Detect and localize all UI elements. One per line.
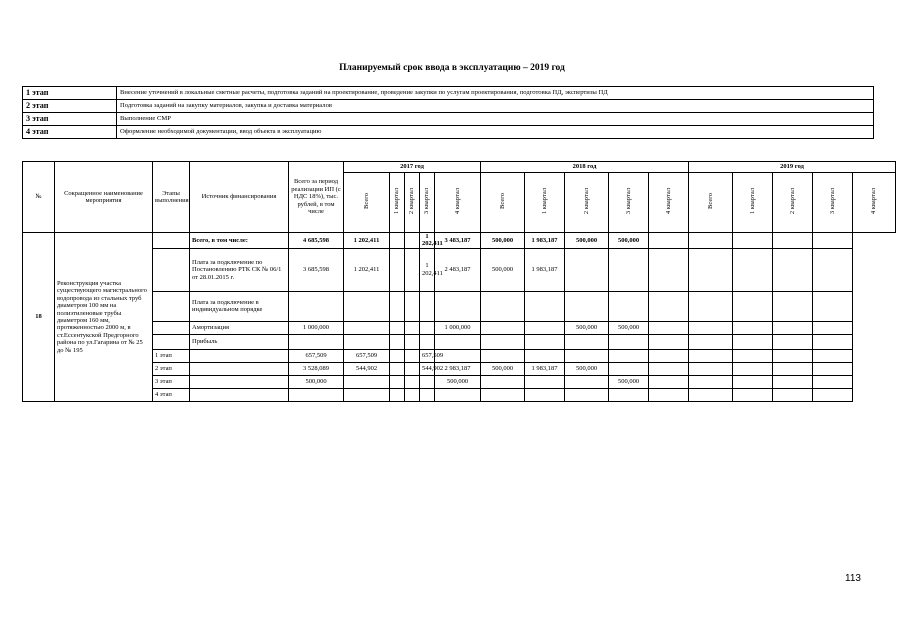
value-cell bbox=[390, 233, 405, 249]
value-cell bbox=[405, 233, 420, 249]
value-cell: 657,509 bbox=[420, 349, 435, 362]
value-cell bbox=[733, 349, 773, 362]
value-cell bbox=[813, 291, 853, 321]
value-cell bbox=[420, 291, 435, 321]
value-cell: 500,000 bbox=[481, 233, 525, 249]
value-cell bbox=[289, 388, 344, 401]
value-cell bbox=[405, 321, 420, 334]
value-cell bbox=[390, 334, 405, 349]
value-cell bbox=[649, 321, 689, 334]
source-cell: Амортизация bbox=[190, 321, 289, 334]
value-cell bbox=[649, 349, 689, 362]
value-cell: 3 685,598 bbox=[289, 248, 344, 291]
value-cell bbox=[649, 362, 689, 375]
value-cell bbox=[420, 334, 435, 349]
table-row bbox=[23, 321, 896, 334]
value-cell bbox=[525, 321, 565, 334]
value-cell bbox=[813, 248, 853, 291]
stage-description: Выполнение СМР bbox=[117, 113, 874, 126]
value-cell bbox=[344, 291, 390, 321]
source-cell: Прибыль bbox=[190, 334, 289, 349]
value-cell bbox=[390, 362, 405, 375]
value-cell bbox=[733, 321, 773, 334]
value-cell: 500,000 bbox=[609, 233, 649, 249]
value-cell: 657,509 bbox=[289, 349, 344, 362]
value-cell bbox=[525, 375, 565, 388]
source-cell bbox=[190, 388, 289, 401]
value-cell bbox=[649, 233, 689, 249]
value-cell bbox=[420, 388, 435, 401]
value-cell: 500,000 bbox=[481, 362, 525, 375]
value-cell bbox=[689, 233, 733, 249]
table-row bbox=[23, 248, 896, 291]
value-cell bbox=[481, 388, 525, 401]
subheader-cell: 4 квартал bbox=[853, 173, 896, 233]
value-cell bbox=[344, 388, 390, 401]
value-cell: 1 202,411 bbox=[420, 233, 435, 249]
table-row bbox=[23, 349, 896, 362]
header-name: Сокращенное наименование мероприятия bbox=[55, 162, 153, 233]
project-name: Реконструкция участка существующего магистрального водопровода из стальных труб диаметром 100 мм на полиэтиленовые трубы диаметром 160 мм, протяженностью 2000 м, в ст.Ессентукской Предгорного района по ул.Гагарина от № 25 до № 195 bbox=[55, 233, 153, 402]
subheader-cell: 2 квартал bbox=[565, 173, 609, 233]
header-year-2017: 2017 год bbox=[344, 162, 481, 173]
financing-table bbox=[22, 161, 896, 402]
value-cell bbox=[481, 349, 525, 362]
value-cell bbox=[813, 375, 853, 388]
value-cell: 544,902 bbox=[344, 362, 390, 375]
subheader-cell: 2 квартал bbox=[773, 173, 813, 233]
page-number: 113 bbox=[845, 573, 861, 584]
stage-label: 4 этап bbox=[23, 126, 117, 139]
value-cell bbox=[481, 291, 525, 321]
value-cell bbox=[733, 291, 773, 321]
value-cell bbox=[733, 248, 773, 291]
table-row bbox=[23, 334, 896, 349]
subheader-cell: 3 квартал bbox=[813, 173, 853, 233]
value-cell bbox=[813, 349, 853, 362]
subheader-cell: 1 квартал bbox=[525, 173, 565, 233]
value-cell bbox=[565, 349, 609, 362]
value-cell bbox=[813, 388, 853, 401]
value-cell: 500,000 bbox=[565, 321, 609, 334]
value-cell bbox=[773, 349, 813, 362]
stage-cell bbox=[153, 248, 190, 291]
value-cell bbox=[405, 362, 420, 375]
stage-row bbox=[23, 87, 874, 100]
value-cell: 1 983,187 bbox=[525, 233, 565, 249]
value-cell bbox=[689, 388, 733, 401]
value-cell bbox=[390, 388, 405, 401]
value-cell: 3 528,089 bbox=[289, 362, 344, 375]
subheader-cell: Всего bbox=[344, 173, 390, 233]
stage-description: Оформление необходимой документации, ввод объекта в эксплуатацию bbox=[117, 126, 874, 139]
value-cell bbox=[773, 388, 813, 401]
value-cell: 500,000 bbox=[609, 321, 649, 334]
stage-description: Внесение уточнений в локальные сметные расчеты, подготовка заданий на проектирование, проведение закупки по услугам проектирования, подготовка ПД, экспертизы ПД bbox=[117, 87, 874, 100]
subheader-cell: 4 квартал bbox=[435, 173, 481, 233]
value-cell bbox=[405, 248, 420, 291]
value-cell: 500,000 bbox=[435, 375, 481, 388]
value-cell: 500,000 bbox=[481, 248, 525, 291]
stage-cell: 3 этап bbox=[153, 375, 190, 388]
value-cell bbox=[813, 334, 853, 349]
stage-cell bbox=[153, 291, 190, 321]
value-cell bbox=[733, 334, 773, 349]
table-row bbox=[23, 375, 896, 388]
value-cell bbox=[733, 233, 773, 249]
value-cell bbox=[525, 334, 565, 349]
project-number: 18 bbox=[23, 233, 55, 402]
value-cell bbox=[565, 334, 609, 349]
value-cell bbox=[390, 248, 405, 291]
source-cell: Плата за подключение в индивидуальном порядке bbox=[190, 291, 289, 321]
value-cell bbox=[773, 321, 813, 334]
value-cell bbox=[733, 362, 773, 375]
table-body bbox=[23, 233, 896, 402]
value-cell bbox=[773, 375, 813, 388]
value-cell bbox=[565, 375, 609, 388]
value-cell: 500,000 bbox=[565, 233, 609, 249]
value-cell bbox=[405, 334, 420, 349]
value-cell bbox=[689, 349, 733, 362]
value-cell bbox=[525, 291, 565, 321]
stage-row bbox=[23, 113, 874, 126]
value-cell bbox=[390, 291, 405, 321]
value-cell: 500,000 bbox=[565, 362, 609, 375]
value-cell bbox=[289, 291, 344, 321]
value-cell bbox=[609, 362, 649, 375]
value-cell: 657,509 bbox=[344, 349, 390, 362]
value-cell bbox=[813, 321, 853, 334]
value-cell bbox=[344, 375, 390, 388]
value-cell bbox=[435, 388, 481, 401]
table-row bbox=[23, 291, 896, 321]
value-cell bbox=[390, 375, 405, 388]
value-cell bbox=[525, 349, 565, 362]
value-cell: 1 202,411 bbox=[344, 248, 390, 291]
value-cell bbox=[435, 291, 481, 321]
value-cell bbox=[733, 388, 773, 401]
value-cell bbox=[405, 291, 420, 321]
table-row bbox=[23, 362, 896, 375]
value-cell bbox=[773, 248, 813, 291]
value-cell: 1 000,000 bbox=[289, 321, 344, 334]
value-cell bbox=[689, 362, 733, 375]
stage-cell: 2 этап bbox=[153, 362, 190, 375]
subheader-cell: 2 квартал bbox=[405, 173, 420, 233]
value-cell bbox=[289, 334, 344, 349]
value-cell bbox=[689, 375, 733, 388]
subheader-cell: 1 квартал bbox=[733, 173, 773, 233]
value-cell: 2 983,187 bbox=[435, 362, 481, 375]
value-cell bbox=[649, 248, 689, 291]
value-cell bbox=[689, 334, 733, 349]
stage-row bbox=[23, 100, 874, 113]
header-no: № bbox=[23, 162, 55, 233]
stage-label: 2 этап bbox=[23, 100, 117, 113]
value-cell bbox=[481, 375, 525, 388]
value-cell bbox=[565, 291, 609, 321]
value-cell bbox=[813, 362, 853, 375]
subheader-cell: 4 квартал bbox=[649, 173, 689, 233]
value-cell bbox=[405, 388, 420, 401]
subheader-cell: 3 квартал bbox=[420, 173, 435, 233]
value-cell bbox=[773, 334, 813, 349]
source-cell bbox=[190, 349, 289, 362]
stage-cell: 1 этап bbox=[153, 349, 190, 362]
value-cell bbox=[649, 375, 689, 388]
value-cell bbox=[609, 388, 649, 401]
header-source: Источник финансирования bbox=[190, 162, 289, 233]
value-cell: 1 983,187 bbox=[525, 362, 565, 375]
page-title: Планируемый срок ввода в эксплуатацию – 2019 год bbox=[339, 63, 565, 73]
source-cell bbox=[190, 375, 289, 388]
value-cell: 544,902 bbox=[420, 362, 435, 375]
value-cell bbox=[405, 375, 420, 388]
value-cell bbox=[609, 291, 649, 321]
value-cell bbox=[813, 233, 853, 249]
value-cell: 1 202,411 bbox=[420, 248, 435, 291]
value-cell bbox=[565, 248, 609, 291]
value-cell: 1 000,000 bbox=[435, 321, 481, 334]
value-cell: 500,000 bbox=[289, 375, 344, 388]
value-cell bbox=[733, 375, 773, 388]
header-stage: Этапы выполнения bbox=[153, 162, 190, 233]
subheader-cell: 1 квартал bbox=[390, 173, 405, 233]
subheader-cell: 3 квартал bbox=[609, 173, 649, 233]
value-cell bbox=[344, 334, 390, 349]
value-cell bbox=[420, 321, 435, 334]
source-cell: Плата за подключение по Постановлению РТК СК № 06/1 от 28.01.2015 г. bbox=[190, 248, 289, 291]
stage-cell: 4 этап bbox=[153, 388, 190, 401]
stage-cell bbox=[153, 233, 190, 249]
header-total: Всего за период реализации ИП (с НДС 18%), тыс. рублей, в том числе bbox=[289, 162, 344, 233]
value-cell bbox=[773, 233, 813, 249]
header-year-2018: 2018 год bbox=[481, 162, 689, 173]
value-cell: 1 983,187 bbox=[525, 248, 565, 291]
table-row bbox=[23, 388, 896, 401]
source-cell: Всего, в том числе: bbox=[190, 233, 289, 249]
value-cell bbox=[689, 291, 733, 321]
value-cell: 500,000 bbox=[609, 375, 649, 388]
value-cell bbox=[773, 362, 813, 375]
value-cell bbox=[609, 248, 649, 291]
stage-cell bbox=[153, 334, 190, 349]
value-cell bbox=[344, 321, 390, 334]
value-cell bbox=[609, 334, 649, 349]
table-row bbox=[23, 233, 896, 249]
value-cell bbox=[773, 291, 813, 321]
value-cell: 3 483,187 bbox=[435, 233, 481, 249]
value-cell bbox=[609, 349, 649, 362]
source-cell bbox=[190, 362, 289, 375]
value-cell bbox=[481, 334, 525, 349]
value-cell bbox=[390, 321, 405, 334]
value-cell bbox=[481, 321, 525, 334]
value-cell: 4 685,598 bbox=[289, 233, 344, 249]
stages-table bbox=[22, 86, 874, 139]
value-cell bbox=[390, 349, 405, 362]
value-cell bbox=[649, 291, 689, 321]
value-cell bbox=[649, 388, 689, 401]
value-cell: 2 483,187 bbox=[435, 248, 481, 291]
stage-description: Подготовка заданий на закупку материалов, закупка и доставка материалов bbox=[117, 100, 874, 113]
value-cell bbox=[689, 248, 733, 291]
subheader-cell: Всего bbox=[481, 173, 525, 233]
value-cell: 1 202,411 bbox=[344, 233, 390, 249]
stage-cell bbox=[153, 321, 190, 334]
value-cell bbox=[420, 375, 435, 388]
value-cell bbox=[525, 388, 565, 401]
value-cell bbox=[689, 321, 733, 334]
header-year-2019: 2019 год bbox=[689, 162, 896, 173]
subheader-cell: Всего bbox=[689, 173, 733, 233]
stage-label: 3 этап bbox=[23, 113, 117, 126]
value-cell bbox=[405, 349, 420, 362]
stage-row bbox=[23, 126, 874, 139]
value-cell bbox=[435, 334, 481, 349]
value-cell bbox=[565, 388, 609, 401]
stage-label: 1 этап bbox=[23, 87, 117, 100]
value-cell bbox=[649, 334, 689, 349]
